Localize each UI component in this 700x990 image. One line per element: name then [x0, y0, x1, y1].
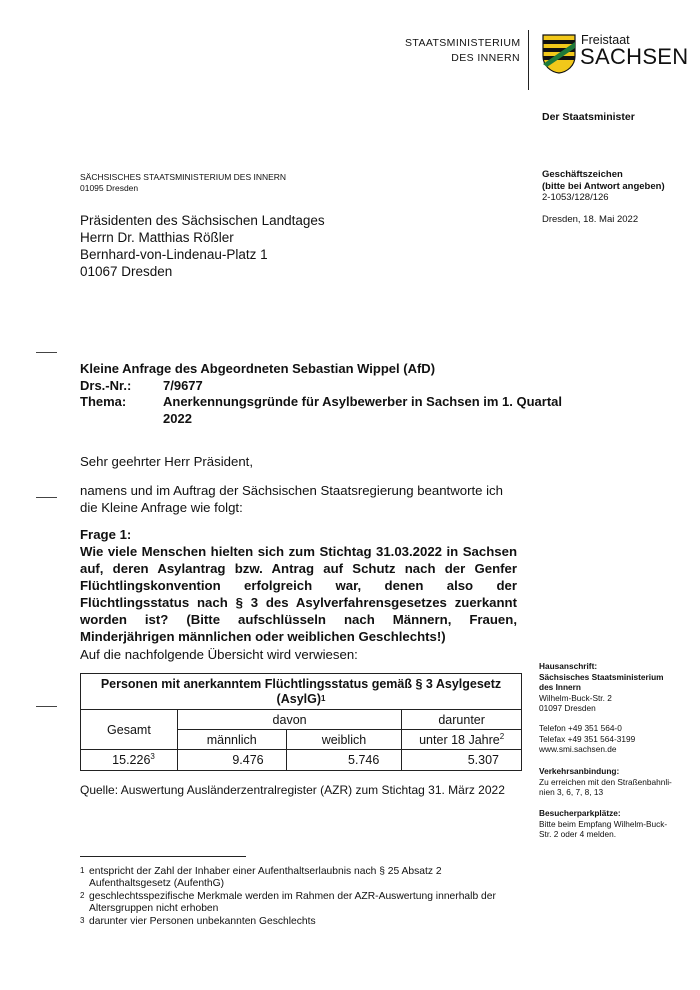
saxony-crest-icon	[542, 34, 576, 74]
source-note: Quelle: Auswertung Ausländerzentralregister (AZR) zum Stichtag 31. März 2022	[80, 783, 505, 797]
postal-address-line-4: 01097 Dresden	[539, 703, 596, 713]
header-weiblich: weiblich	[286, 730, 402, 750]
subject-block	[80, 361, 563, 427]
footnote-3	[80, 916, 520, 928]
transport-label: Verkehrsanbindung:	[539, 766, 620, 776]
answer-intro: Auf die nachfolgende Übersicht wird verwiesen:	[80, 647, 358, 662]
footnote-number: 1	[80, 866, 85, 875]
parking-info	[539, 808, 667, 840]
recipient-line-1: Präsidenten des Sächsischen Landtages	[80, 213, 325, 228]
header-divider	[528, 30, 529, 90]
question-text: Wie viele Menschen hielten sich zum Stichtag 31.03.2022 in Sachsen auf, deren Asylantrag bzw. Antrag auf Schutz nach der Genfer Flüchtlingskonvention erfolgreich war, denen also der Flüchtlingsstatus nach § 3 des Asylverfahrensgesetzes zuerkannt worden ist? (Bitte aufschlüsseln nach Männern, Frauen, Minderjährigen männlichen oder weiblichen Geschlechts!)	[80, 544, 517, 644]
punch-mark	[36, 497, 57, 498]
value-weiblich: 5.746	[286, 750, 402, 771]
ministry-name	[405, 36, 520, 66]
logo-freistaat: Freistaat	[581, 33, 630, 47]
value-gesamt-footnote-ref: 3	[150, 752, 155, 761]
recipient-line-3: Bernhard-von-Lindenau-Platz 1	[80, 247, 268, 262]
value-unter-18: 5.307	[402, 750, 522, 771]
ministry-line-2: DES INNERN	[451, 52, 520, 64]
question-block	[80, 526, 517, 645]
postal-address-label: Hausanschrift:	[539, 661, 598, 671]
footnote-number: 3	[80, 916, 85, 925]
sender-line-1: SÄCHSISCHES STAATSMINISTERIUM DES INNERN	[80, 172, 287, 182]
reference-block	[542, 169, 665, 204]
postal-address-line-2: des Innern	[539, 682, 581, 692]
refugee-status-table	[80, 673, 522, 771]
fold-mark	[36, 352, 57, 353]
contact-info	[539, 723, 635, 755]
value-gesamt	[81, 750, 178, 771]
footnote-text: entspricht der Zahl der Inhaber einer Aufenthaltserlaubnis nach § 25 Absatz 2 Aufenthaltsgesetz (AufenthG)	[89, 866, 442, 890]
drs-label: Drs.-Nr.:	[80, 377, 132, 393]
transport-line-1: Zu erreichen mit den Straßenbahnli-	[539, 776, 672, 787]
intro-paragraph: namens und im Auftrag der Sächsischen Staatsregierung beantworte ich die Kleine Anfrage wie folgt:	[80, 483, 503, 515]
recipient-line-4: 01067 Dresden	[80, 264, 173, 279]
header-gesamt: Gesamt	[81, 710, 178, 750]
table-title-text: Personen mit anerkanntem Flüchtlingsstatus gemäß § 3 Asylgesetz (AsylG)	[100, 676, 502, 706]
value-gesamt-number: 15.226	[112, 753, 151, 767]
logo-sachsen: SACHSEN	[580, 44, 689, 69]
value-maennlich: 9.476	[177, 750, 286, 771]
postal-address	[539, 661, 664, 714]
phone-number: Telefon +49 351 564-0	[539, 723, 622, 733]
footnote-1	[80, 866, 520, 891]
postal-address-line-3: Wilhelm-Buck-Str. 2	[539, 692, 612, 703]
subject-title: Kleine Anfrage des Abgeordneten Sebastian Wippel (AfD)	[80, 361, 436, 376]
recipient-line-2: Herrn Dr. Matthias Rößler	[80, 230, 234, 245]
transport-info	[539, 766, 672, 798]
table-title	[81, 674, 522, 710]
header-darunter: darunter	[402, 710, 522, 730]
website-link[interactable]: www.smi.sachsen.de	[539, 744, 617, 754]
sender-line-2: 01095 Dresden	[80, 182, 139, 193]
header-unter-18-text: unter 18 Jahre	[419, 732, 500, 747]
reference-hint: (bitte bei Antwort angeben)	[542, 180, 665, 192]
transport-line-2: nien 3, 6, 7, 8, 13	[539, 787, 604, 797]
footnote-number: 2	[80, 891, 85, 900]
postal-address-line-1: Sächsisches Staatsministerium	[539, 671, 664, 682]
header-maennlich: männlich	[177, 730, 286, 750]
recipient-address	[80, 212, 325, 280]
thema-label: Thema:	[80, 394, 127, 409]
role-title: Der Staatsminister	[542, 111, 635, 123]
footnote-2	[80, 891, 520, 916]
parking-line-2: Str. 2 oder 4 melden.	[539, 829, 617, 839]
header-davon: davon	[177, 710, 401, 730]
footnote-text: geschlechtsspezifische Merkmale werden im Rahmen der AZR-Auswertung innerhalb der Altersgruppen nicht erhoben	[89, 891, 496, 915]
parking-line-1: Bitte beim Empfang Wilhelm-Buck-	[539, 818, 668, 829]
fold-mark	[36, 706, 57, 707]
question-label: Frage 1:	[80, 527, 132, 542]
reference-number: 2-1053/128/126	[542, 192, 609, 203]
drs-value: 7/9677	[163, 377, 203, 393]
thema-value: Anerkennungsgründe für Asylbewerber in Sachsen im 1. Quartal 2022	[163, 394, 563, 426]
salutation: Sehr geehrter Herr Präsident,	[80, 454, 253, 469]
footnote-separator	[80, 856, 246, 857]
fax-number: Telefax +49 351 564-3199	[539, 733, 636, 744]
header-unter-18	[402, 730, 522, 750]
ministry-line-1: STAATSMINISTERIUM	[405, 37, 521, 49]
footnote-text: darunter vier Personen unbekannten Geschlechts	[89, 916, 316, 927]
header-unter-18-footnote-ref: 2	[499, 731, 505, 741]
reference-label: Geschäftszeichen	[542, 169, 623, 180]
sender-line	[80, 172, 286, 193]
letter-date: Dresden, 18. Mai 2022	[542, 214, 639, 225]
parking-label: Besucherparkplätze:	[539, 808, 621, 818]
table-title-footnote-ref: 1	[321, 693, 326, 703]
